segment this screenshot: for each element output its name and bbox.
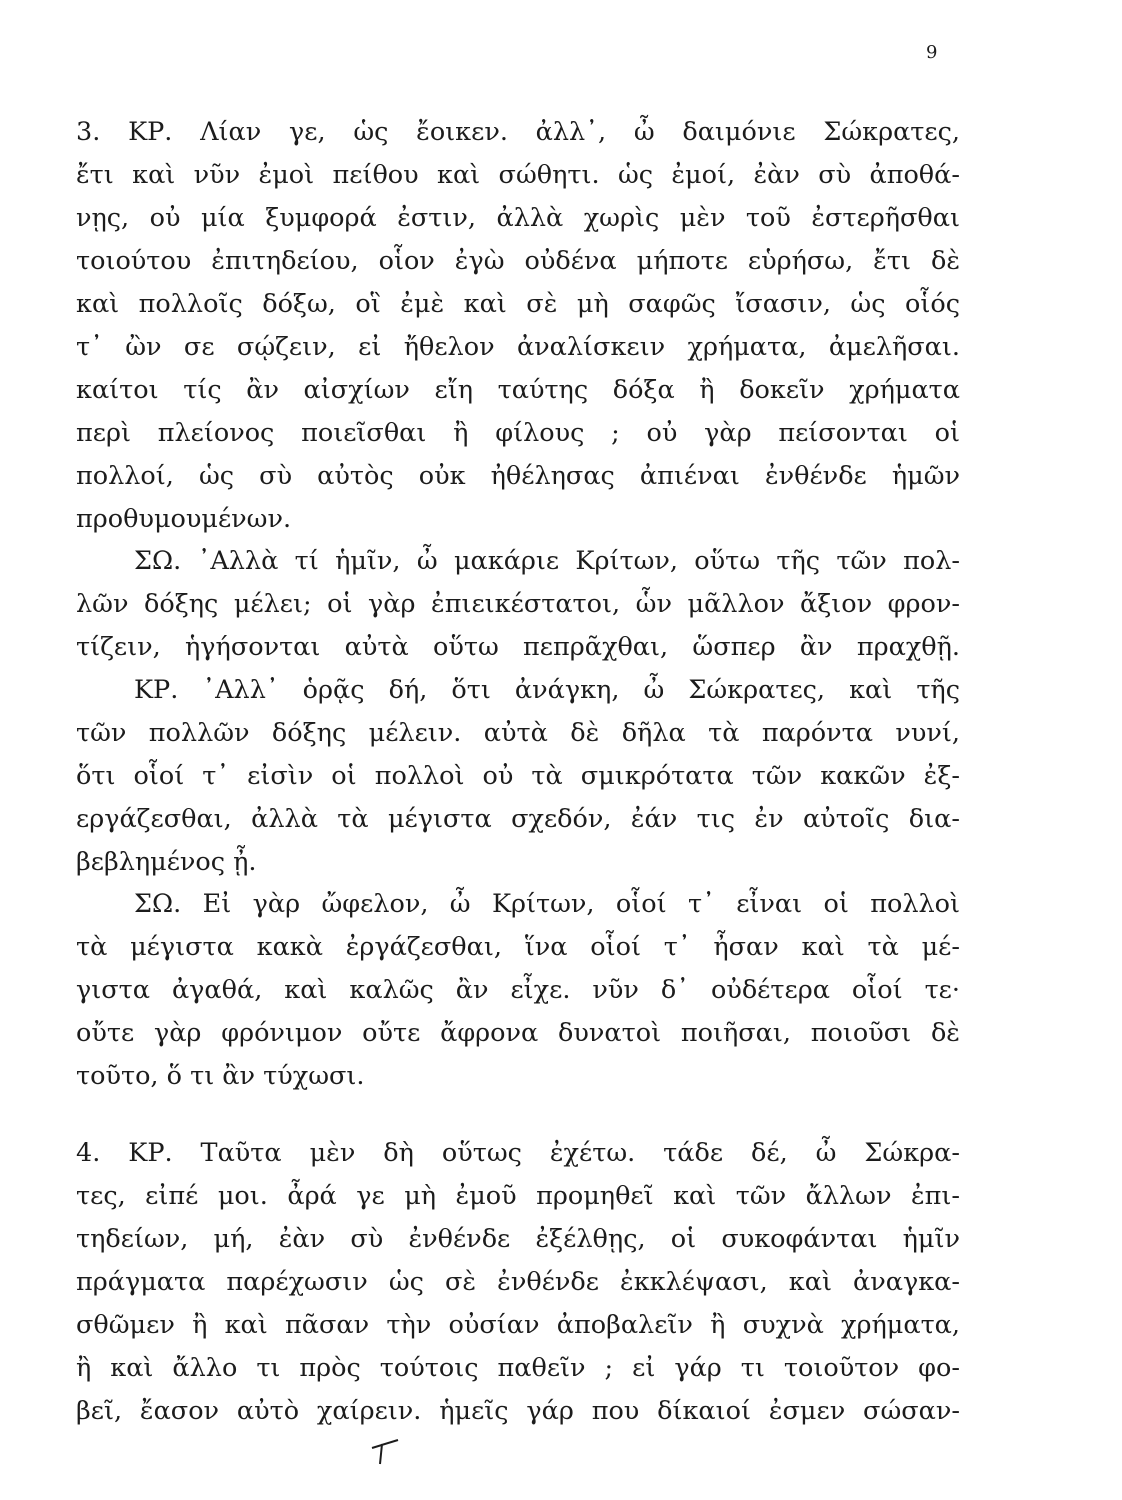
- text-line: 4. ΚΡ. Ταῦτα μὲν δὴ οὕτως ἐχέτω. τάδε δέ, ὦ Σώκρα-: [76, 1138, 960, 1168]
- text-line: τοῦτο, ὅ τι ἂν τύχωσι.: [76, 1061, 365, 1091]
- text-line: λῶν δόξης μέλει; οἱ γὰρ ἐπιεικέστατοι, ὧν μᾶλλον ἄξιον φρον-: [76, 589, 960, 619]
- text-line: προθυμουμένων.: [76, 504, 292, 534]
- text-line: νῃς, οὐ μία ξυμφορά ἐστιν, ἀλλὰ χωρὶς μὲν τοῦ ἐστερῆσθαι: [76, 203, 960, 233]
- text-line: εργάζεσθαι, ἀλλὰ τὰ μέγιστα σχεδόν, ἐάν τις ἐν αὐτοῖς δια-: [76, 804, 960, 834]
- text-line: οὔτε γὰρ φρόνιμον οὔτε ἄφρονα δυνατοὶ ποιῆσαι, ποιοῦσι δὲ: [76, 1018, 960, 1048]
- text-line: τίζειν, ἡγήσονται αὐτὰ οὕτω πεπρᾶχθαι, ὥσπερ ἂν πραχθῇ.: [76, 632, 960, 662]
- pencil-mark-icon: [366, 1432, 406, 1472]
- text-line: 3. ΚΡ. Λίαν γε, ὡς ἔοικεν. ἀλλ᾽, ὦ δαιμόνιε Σώκρατες,: [76, 117, 960, 147]
- text-line: πράγματα παρέχωσιν ὡς σὲ ἐνθένδε ἐκκλέψασι, καὶ ἀναγκα-: [76, 1267, 960, 1297]
- text-line: περὶ πλείονος ποιεῖσθαι ἢ φίλους ; οὐ γὰρ πείσονται οἱ: [76, 418, 960, 448]
- text-line: ὅτι οἷοί τ᾽ εἰσὶν οἱ πολλοὶ οὐ τὰ σμικρότατα τῶν κακῶν ἐξ-: [76, 761, 960, 791]
- text-line: ΚΡ. ᾿Αλλ᾽ ὁρᾷς δή, ὅτι ἀνάγκη, ὦ Σώκρατες, καὶ τῆς: [134, 675, 960, 705]
- text-line: τοιούτου ἐπιτηδείου, οἷον ἐγὼ οὐδένα μήποτε εὑρήσω, ἔτι δὲ: [76, 246, 960, 276]
- text-line: σθῶμεν ἢ καὶ πᾶσαν τὴν οὐσίαν ἀποβαλεῖν ἢ συχνὰ χρήματα,: [76, 1310, 960, 1340]
- text-line: βεῖ, ἔασον αὐτὸ χαίρειν. ἡμεῖς γάρ που δίκαιοί ἐσμεν σώσαν-: [76, 1396, 960, 1426]
- text-line: τηδείων, μή, ἐὰν σὺ ἐνθένδε ἐξέλθῃς, οἱ συκοφάνται ἡμῖν: [76, 1224, 960, 1254]
- text-line: τες, εἰπέ μοι. ἆρά γε μὴ ἐμοῦ προμηθεῖ καὶ τῶν ἄλλων ἐπι-: [76, 1181, 960, 1211]
- text-line: ἢ καὶ ἄλλο τι πρὸς τούτοις παθεῖν ; εἰ γάρ τι τοιοῦτον φο-: [76, 1353, 960, 1383]
- text-line: πολλοί, ὡς σὺ αὐτὸς οὐκ ἠθέλησας ἀπιέναι ἐνθένδε ἡμῶν: [76, 461, 960, 491]
- text-line: καίτοι τίς ἂν αἰσχίων εἴη ταύτης δόξα ἢ δοκεῖν χρήματα: [76, 375, 960, 405]
- text-line: ΣΩ. Εἰ γὰρ ὤφελον, ὦ Κρίτων, οἷοί τ᾽ εἶναι οἱ πολλοὶ: [134, 889, 960, 919]
- text-line: τῶν πολλῶν δόξης μέλειν. αὐτὰ δὲ δῆλα τὰ παρόντα νυνί,: [76, 718, 960, 748]
- text-line: τὰ μέγιστα κακὰ ἐργάζεσθαι, ἵνα οἷοί τ᾽ ἦσαν καὶ τὰ μέ-: [76, 932, 960, 962]
- text-line: βεβλημένος ᾖ.: [76, 847, 257, 877]
- text-line: ΣΩ. ᾿Αλλὰ τί ἡμῖν, ὦ μακάριε Κρίτων, οὕτω τῆς τῶν πολ-: [134, 546, 960, 576]
- text-line: γιστα ἀγαθά, καὶ καλῶς ἂν εἶχε. νῦν δ᾽ οὐδέτερα οἷοί τε·: [76, 975, 960, 1005]
- page-number: 9: [926, 42, 938, 63]
- text-line: καὶ πολλοῖς δόξω, οἳ ἐμὲ καὶ σὲ μὴ σαφῶς ἴσασιν, ὡς οἷός: [76, 289, 960, 319]
- text-line: ἔτι καὶ νῦν ἐμοὶ πείθου καὶ σώθητι. ὡς ἐμοί, ἐὰν σὺ ἀποθά-: [76, 160, 960, 190]
- text-line: τ᾽ ὢν σε σῴζειν, εἰ ἤθελον ἀναλίσκειν χρήματα, ἀμελῆσαι.: [76, 332, 960, 362]
